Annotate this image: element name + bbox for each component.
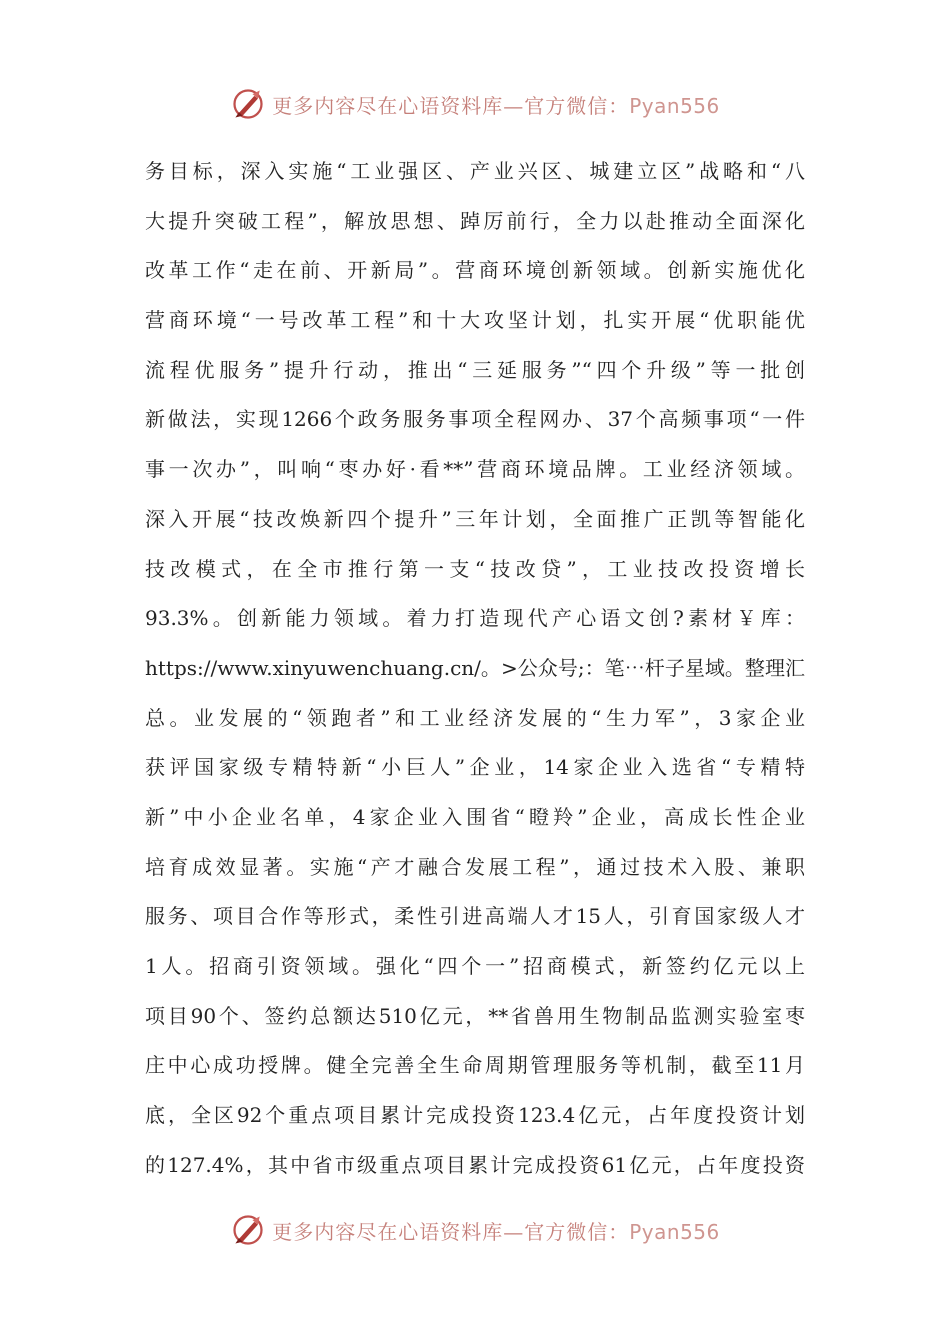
body-line: 流程优服务”提升行动，推出“三延服务”“四个升级”等一批创: [145, 357, 805, 382]
body-line: 庄中心成功授牌。健全完善全生命周期管理服务等机制，截至11月: [145, 1053, 805, 1078]
body-line: 新”中小企业名单，4家企业入围省“瞪羚”企业，高成长性企业: [145, 804, 805, 829]
body-line: 93.3%。创新能力领域。着力打造现代产心语文创?素材￥库：: [145, 606, 805, 631]
body-line: 大提升突破工程”，解放思想、踔厉前行，全力以赴推动全面深化: [145, 208, 805, 233]
body-line: 新做法，实现1266个政务服务事项全程网办、37个高频事项“一件: [145, 407, 805, 432]
pen-logo-icon: [230, 86, 266, 122]
header-wechat-id: Pyan556: [629, 93, 720, 118]
body-line: 事一次办”，叫响“枣办好·看**”营商环境品牌。工业经济领域。: [145, 457, 805, 482]
body-line: 技改模式，在全市推行第一支“技改贷”，工业技改投资增长: [145, 556, 805, 581]
document-body: [145, 147, 805, 1190]
body-line: 培育成效显著。实施“产才融合发展工程”，通过技术入股、兼职: [145, 854, 805, 879]
body-line: 项目90个、签约总额达510亿元，**省兽用生物制品监测实验室枣: [145, 1003, 805, 1028]
header-banner-text: [272, 90, 720, 119]
pen-logo-icon: [230, 1212, 266, 1248]
body-line: 的127.4%，其中省市级重点项目累计完成投资61亿元，占年度投资: [145, 1152, 805, 1177]
footer-wechat-id: Pyan556: [629, 1219, 720, 1244]
header-banner: [0, 80, 950, 128]
body-line: 服务、项目合作等形式，柔性引进高端人才15人，引育国家级人才: [145, 904, 805, 929]
body-line: 获评国家级专精特新“小巨人”企业，14家企业入选省“专精特: [145, 755, 805, 780]
body-line: 务目标，深入实施“工业强区、产业兴区、城建立区”战略和“八: [145, 159, 805, 183]
body-line: 底，全区92个重点项目累计完成投资123.4亿元，占年度投资计划: [145, 1103, 805, 1128]
footer-banner: [0, 1206, 950, 1254]
body-line: 深入开展“技改焕新四个提升”三年计划，全面推广正凯等智能化: [145, 506, 805, 531]
footer-banner-label: 更多内容尽在心语资料库—官方微信：: [272, 1219, 630, 1244]
body-line: 总。业发展的“领跑者”和工业经济发展的“生力军”，3家企业: [145, 705, 805, 730]
body-line: 营商环境“一号改革工程”和十大攻坚计划，扎实开展“优职能优: [145, 308, 805, 333]
footer-banner-text: [272, 1216, 720, 1245]
body-line: 1人。招商引资领域。强化“四个一”招商模式，新签约亿元以上: [145, 954, 805, 978]
body-line: https://www.xinyuwenchuang.cn/。>公众号;：笔⋯杆子星域。整理汇: [145, 655, 805, 680]
body-line: 改革工作“走在前、开新局”。营商环境创新领域。创新实施优化: [145, 258, 805, 283]
header-banner-label: 更多内容尽在心语资料库—官方微信：: [272, 93, 630, 118]
